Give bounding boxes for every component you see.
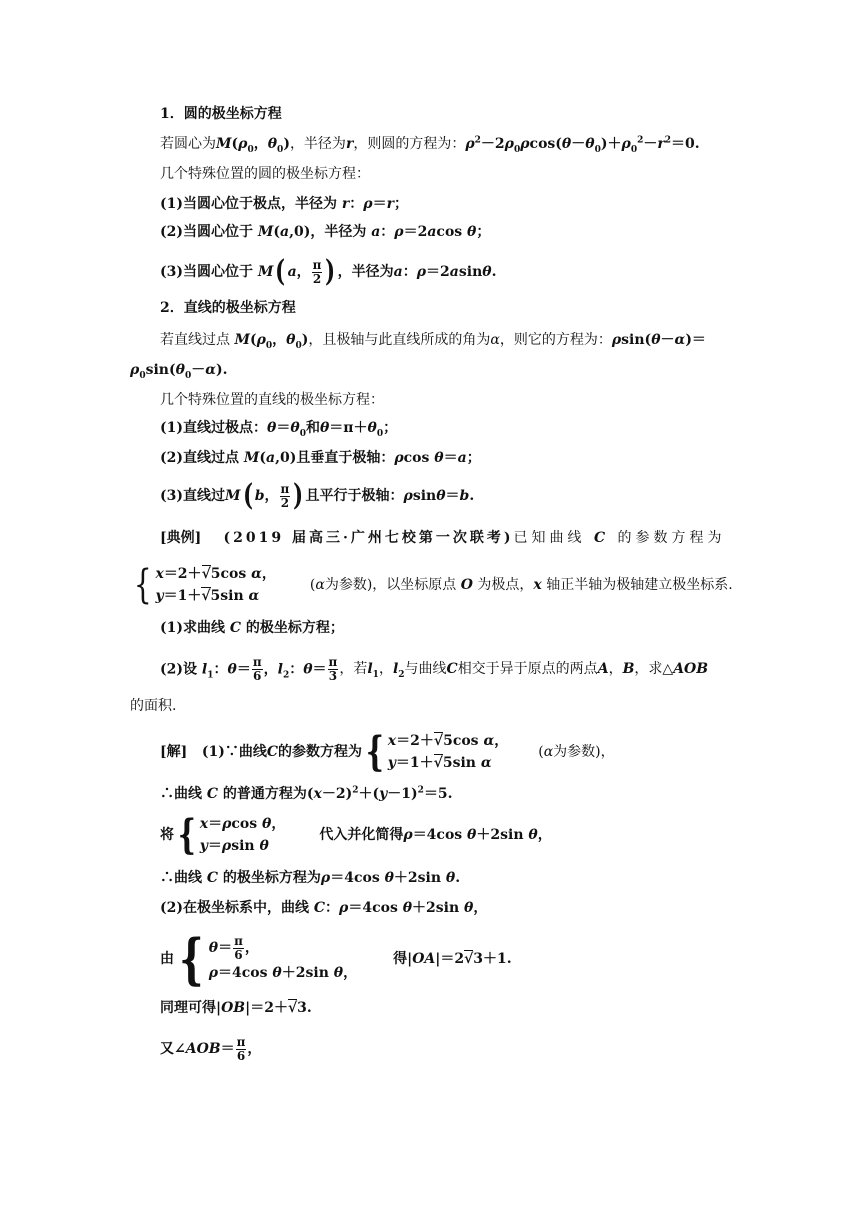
special-line-intro: 几个特殊位置的直线的极坐标方程： [160,392,384,408]
solution-line-5: (2)在极坐标系中，曲线 C：ρ＝4cos θ＋2sin θ， [160,900,488,916]
question-2-cont: 的面积. [130,698,177,714]
solution-line-8: 又∠ AOB ＝ $\frac{\pi}{6}$ ， [160,1034,262,1063]
example-header: [典例] (2019 届高三·广州七校第一次联考)已知曲线 C 的参数方程为 [160,530,726,546]
solution-line-1: [解] (1)∵曲线 C 的参数方程为 { x＝2＋√5cos α， y＝1＋√5sin α (α为参数)， [160,728,615,775]
question-2: (2)设 $l_1$：θ＝ $\frac{\pi}{6}$ ，$l_2$：θ＝ $\frac{\pi}{3}$ ，若 $l_1$ ， $l_2$ 与曲线 C 相交于异于原点的两点 A ， B ，求△ AOB [160,654,709,683]
solution-line-7: 同理可得|OB|＝2＋√3. [160,1000,312,1016]
line-case-2: (2)直线过点 M(a,0)且垂直于极轴：ρcos θ＝a； [160,450,481,466]
line-case-3: (3)直线过 M ( b ， $\frac{\pi}{2}$ ) 且平行于极轴： ρ sin θ ＝ b . [160,478,475,513]
question-1: (1)求曲线 C 的极坐标方程； [160,620,344,636]
section-1-title: 1．圆的极坐标方程 [160,106,282,122]
circle-case-2: (2)当圆心位于 M(a,0)，半径为 a：ρ＝2acos θ； [160,224,491,240]
line-general-equation-cont: $\rho_0\sin(\theta_0-\alpha)$. [130,362,228,381]
solution-line-2: ∴曲线 C 的普通方程为$(x-2)^2+(y-1)^2=5$. [160,785,453,802]
special-circle-intro: 几个特殊位置的圆的极坐标方程： [160,166,370,182]
circle-general-equation: 若圆心为$M(\rho_0$，$\theta_0$)，半径为r，则圆的方程为：$\rho^2-2\rho_0\rho\cos(\theta-\theta_0)+\rho_0^2-r^2=0$. [160,135,700,155]
example-param-system: { x＝2＋√5cos α， y＝1＋√5sin α (α为参数)，以坐标原点 O 为极点，x 轴正半轴为极轴建立极坐标系. [133,562,733,608]
solution-line-3: 将 { x＝ρcos θ， y＝ρsin θ 代入并化简得ρ＝4cos θ＋2sin θ， [160,811,552,858]
solution-line-6: 由 { θ ＝ $\frac{\pi}{6}$ ， ρ＝4cos θ＋2sin θ， 得|OA|＝2√3＋1. [160,927,512,991]
solution-line-4: ∴曲线 C 的极坐标方程为ρ＝4cos θ＋2sin θ. [160,870,461,886]
circle-case-3: (3)当圆心位于 M ( a ， $\frac{\pi}{2}$ ) ，半径为 a ： ρ ＝2 a sin θ . [160,254,497,289]
line-case-1: (1)直线过极点：$\theta=\theta_0$和$\theta=\pi+\theta_0$； [160,420,398,439]
section-2-title: 2．直线的极坐标方程 [160,300,296,316]
circle-case-1: (1)当圆心位于极点，半径为 r：ρ＝r； [160,196,408,212]
line-general-equation: 若直线过点 $M(\rho_0$，$\theta_0$)，且极轴与此直线所成的角为α，则它的方程为：ρsin(θ－α)＝ [160,332,706,351]
